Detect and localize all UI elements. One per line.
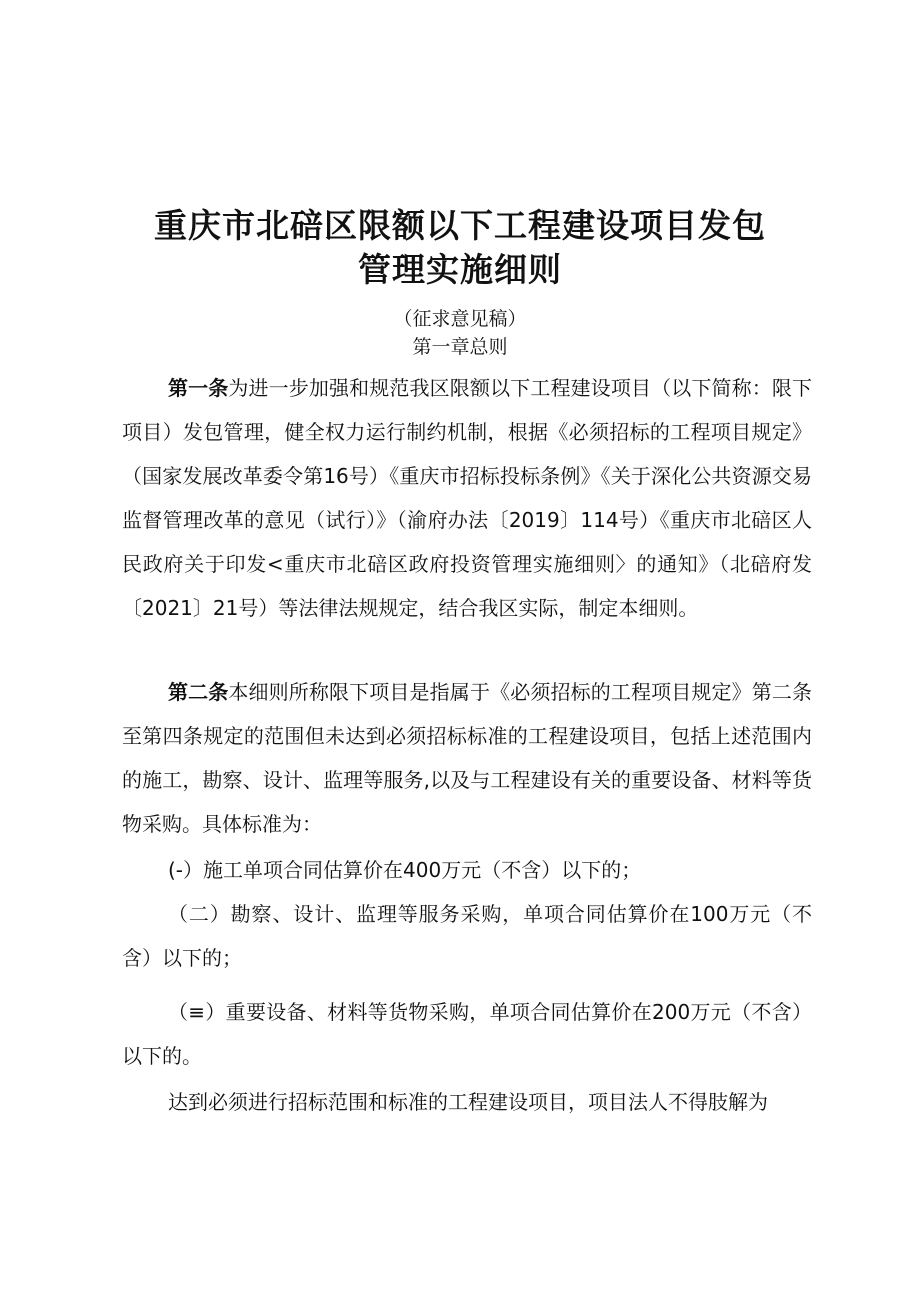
draft-note: （征求意见稿）	[393, 308, 527, 330]
item-1-text: (-）施工单项合同估算价在400万元（不含）以下的；	[168, 858, 642, 882]
document-title-line2: 管理实施细则	[358, 250, 562, 289]
article-2	[122, 670, 812, 846]
closing-paragraph-text: 达到必须进行招标范围和标准的工程建设项目，项目法人不得肢解为	[168, 1090, 768, 1114]
article-1	[122, 366, 812, 630]
chapter-heading: 第一章总则	[412, 336, 508, 358]
article-2-label: 第二条	[168, 680, 229, 704]
list-item	[122, 892, 812, 980]
closing-paragraph	[122, 1080, 812, 1124]
article-1-label: 第一条	[168, 376, 229, 400]
item-3-text: （≡）重要设备、材料等货物采购，单项合同估算价在200万元（不含）以下的。	[122, 1000, 812, 1068]
article-2-text: 本细则所称限下项目是指属于《必须招标的工程项目规定》第二条至第四条规定的范围但未达到必须招标标准的工程建设项目，包括上述范围内的施工，勘察、设计、监理等服务,以及与工程建设有关的重要设备、材料等货物采购。具体标准为：	[122, 680, 813, 836]
item-2-text: （二）勘察、设计、监理等服务采购，单项合同估算价在100万元（不含）以下的；	[122, 902, 812, 970]
list-item	[122, 990, 812, 1078]
document-title-line1: 重庆市北碚区限额以下工程建设项目发包	[154, 206, 766, 245]
article-1-text: 为进一步加强和规范我区限额以下工程建设项目（以下简称：限下项目）发包管理，健全权力运行制约机制，根据《必须招标的工程项目规定》（国家发展改革委令第16号）《重庆市招标投标条例》《关于深化公共资源交易监督管理改革的意见（试行）》（渝府办法〔2019〕114号）《重庆市北碚区人民政府关于印发<重庆市北碚区政府投资管理实施细则〉的通知》（北碚府发〔2021〕21号）等法律法规规定，结合我区实际，制定本细则。	[122, 376, 813, 620]
list-item	[122, 848, 812, 892]
